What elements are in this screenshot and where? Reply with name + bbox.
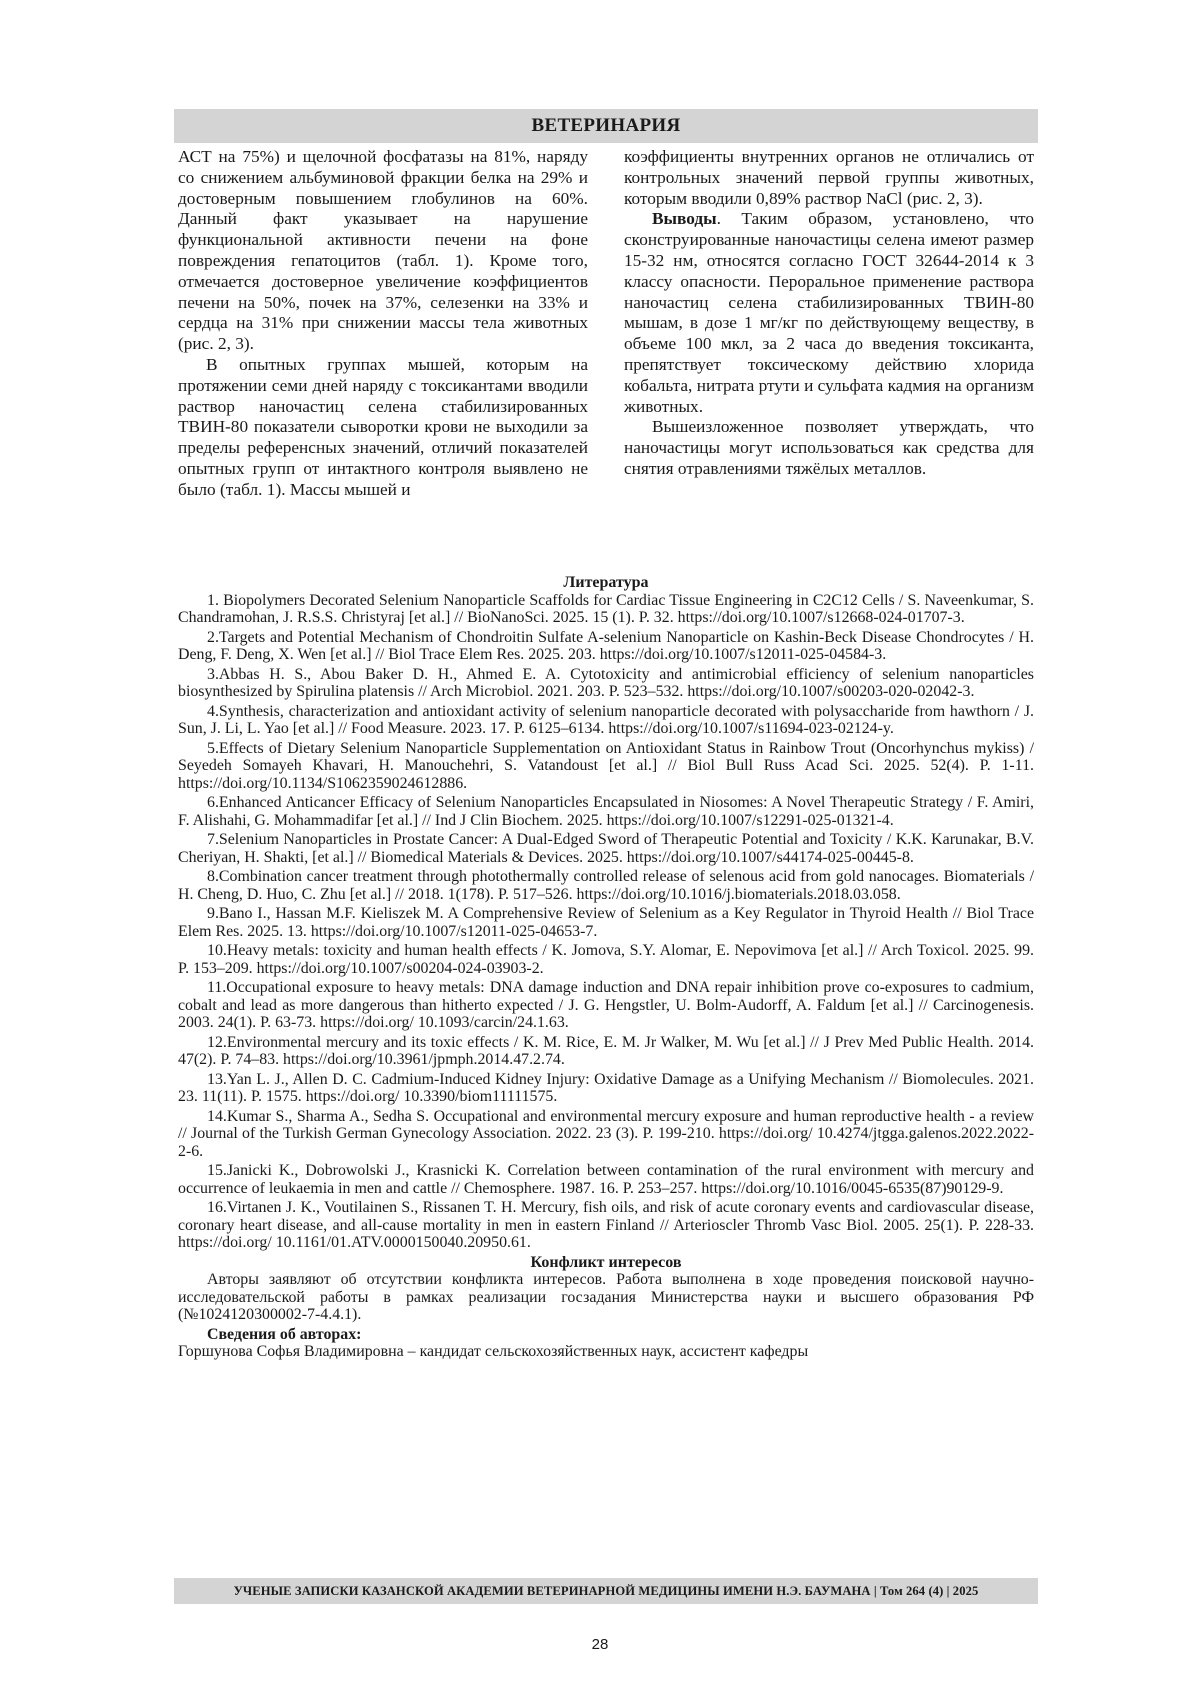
reference-item: 1. Biopolymers Decorated Selenium Nanoparticle Scaffolds for Cardiac Tissue Engineering in C2C12 Cells / S. Naveenkumar, S. Chandramohan, J. R.S.S. Christyraj [et al.] // BioNanoSci. 2025. 15 (1). P. 32. https://doi.org/10.1007/s12668-024-01707-3. — [178, 591, 1034, 626]
reference-item: 4.Synthesis, characterization and antioxidant activity of selenium nanoparticle decorated with polysaccharide from hawthorn / J. Sun, J. Li, L. Yao [et al.] // Food Measure. 2023. 17. P. 6125–6134. https://doi.org/10.1007/s11694-023-02124-y. — [178, 702, 1034, 737]
reference-item: 11.Occupational exposure to heavy metals: DNA damage induction and DNA repair inhibition prove co-exposures to cadmium, cobalt and lead as more dangerous than hitherto expected / J. G. Hengstler, U. Bolm-Audorff, A. Faldum [et al.] // Carcinogenesis. 2003. 24(1). P. 63-73. https://doi.org/ 10.1093/carcin/24.1.63. — [178, 979, 1034, 1031]
literature-section — [178, 574, 1034, 1361]
conclusions-paragraph — [624, 209, 1034, 417]
reference-item: 10.Heavy metals: toxicity and human health effects / K. Jomova, S.Y. Alomar, E. Nepovimova [et al.] // Arch Toxicol. 2025. 99. P. 153–209. https://doi.org/10.1007/s00204-024-03903-2. — [178, 942, 1034, 977]
reference-item: 13.Yan L. J., Allen D. C. Cadmium-Induced Kidney Injury: Oxidative Damage as a Unifying Mechanism // Biomolecules. 2021. 23. 11(11). P. 1575. https://doi.org/ 10.3390/biom11111575. — [178, 1070, 1034, 1105]
authors-title: Сведения об авторах: — [207, 1325, 362, 1343]
reference-item: 16.Virtanen J. K., Voutilainen S., Rissanen T. H. Mercury, fish oils, and risk of acute coronary events and cardiovascular disease, coronary heart disease, and all-cause mortality in men in eastern Finland // Arterioscler Thromb Vasc Biol. 2005. 25(1). P. 228-33. https://doi.org/ 10.1161/01.ATV.0000150040.20950.61. — [178, 1199, 1034, 1251]
reference-item: 3.Abbas H. S., Abou Baker D. H., Ahmed E. A. Cytotoxicity and antimicrobial efficiency of selenium nanoparticles biosynthesized by Spirulina platensis // Arch Microbiol. 2021. 203. P. 523–532. https://doi.org/10.1007/s00203-020-02042-3. — [178, 665, 1034, 700]
reference-item: 2.Targets and Potential Mechanism of Chondroitin Sulfate A-selenium Nanoparticle on Kashin-Beck Disease Chondrocytes / H. Deng, F. Deng, X. Wen [et al.] // Biol Trace Elem Res. 2025. 203. https://doi.org/10.1007/s12011-025-04584-3. — [178, 628, 1034, 663]
reference-item: 6.Enhanced Anticancer Efficacy of Selenium Nanoparticles Encapsulated in Niosomes: A Novel Therapeutic Strategy / F. Amiri, F. Alishahi, G. Mohammadifar [et al.] // Ind J Clin Biochem. 2025. https://doi.org/10.1007/s12291-025-01321-4. — [178, 794, 1034, 829]
page-number: 28 — [591, 1636, 609, 1653]
conclusions-label: Выводы — [652, 209, 717, 229]
authors-text: Горшунова Софья Владимировна – кандидат сельскохозяйственных наук, ассистент кафедры — [178, 1343, 809, 1360]
reference-item: 9.Bano I., Hassan M.F. Kieliszek M. A Comprehensive Review of Selenium as a Key Regulator in Thyroid Health // Biol Trace Elem Res. 2025. 13. https://doi.org/10.1007/s12011-025-04653-7. — [178, 905, 1034, 940]
reference-item: 7.Selenium Nanoparticles in Prostate Cancer: A Dual-Edged Sword of Therapeutic Potential and Toxicity / K.K. Karunakar, B.V. Cheriyan, H. Shakti, [et al.] // Biomedical Materials & Devices. 2025. https://doi.org/10.1007/s44174-025-00445-8. — [178, 831, 1034, 866]
left-column — [178, 147, 588, 501]
right-column — [624, 147, 1034, 480]
reference-item: 14.Kumar S., Sharma A., Sedha S. Occupational and environmental mercury exposure and human reproductive health - a review // Journal of the Turkish German Gynecology Association. 2022. 23 (3). P. 199-210. https://doi.org/ 10.4274/jtgga.galenos.2022.2022-2-6. — [178, 1107, 1034, 1160]
conclusions-text: . Таким образом, установлено, что сконструированные наночастицы селена имеют размер 15-32 нм, относятся согласно ГОСТ 32644-2014 к 3 классу опасности. Пероральное применение раствора наночастиц селена стабилизированных ТВИН-80 мышам, в дозе 1 мг/кг по действующему веществу, в объеме 100 мкл, за 2 часа до введения токсиканта, препятствует токсическому действию хлорида кобальта, нитрата ртути и сульфата кадмия на организм животных. — [624, 209, 1034, 416]
final-paragraph: Вышеизложенное позволяет утверждать, что наночастицы могут использоваться как средства для снятия отравлениями тяжёлых металлов. — [624, 417, 1034, 478]
left-paragraph-2: В опытных группах мышей, которым на протяжении семи дней наряду с токсикантами вводили раствор наночастиц селена стабилизированных ТВИН-80 показатели сыворотки крови не выходили за пределы референсных значений, отличий показателей опытных групп от интактного контроля выявлено не было (табл. 1). Массы мышей и — [178, 354, 588, 499]
journal-footer: УЧЕНЫЕ ЗАПИСКИ КАЗАНСКОЙ АКАДЕМИИ ВЕТЕРИНАРНОЙ МЕДИЦИНЫ ИМЕНИ Н.Э. БАУМАНА | Том 264 (4) | 2025 — [174, 1578, 1038, 1604]
reference-item: 8.Combination cancer treatment through photothermally controlled release of selenous acid from gold nanocages. Biomaterials / H. Cheng, D. Huo, C. Zhu [et al.] // 2018. 1(178). P. 517–526. https://doi.org/10.1016/j.biomaterials.2018.03.058. — [178, 868, 1034, 903]
reference-item: 15.Janicki K., Dobrowolski J., Krasnicki K. Correlation between contamination of the rural environment with mercury and occurrence of leukaemia in men and cattle // Chemosphere. 1987. 16. P. 253–257. https://doi.org/10.1016/0045-6535(87)90129-9. — [178, 1162, 1034, 1197]
right-paragraph-continuation: коэффициенты внутренних органов не отличались от контрольных значений первой группы животных, которым вводили 0,89% раствор NaCl (рис. 2, 3). — [624, 147, 1034, 208]
left-paragraph-1: АСТ на 75%) и щелочной фосфатазы на 81%, наряду со снижением альбуминовой фракции белка на 29% и достоверным повышением глобулинов на 60%. Данный факт указывает на нарушение функциональной активности печени на фоне повреждения гепатоцитов (табл. 1). Кроме того, отмечается достоверное увеличение коэффициентов печени на 50%, почек на 37%, селезенки на 33% и сердца на 31% при снижении массы тела животных (рис. 2, 3). — [178, 147, 588, 354]
literature-title: Литература — [563, 574, 649, 591]
conflict-title: Конфликт интересов — [530, 1253, 682, 1271]
section-header: ВЕТЕРИНАРИЯ — [174, 109, 1038, 143]
conflict-text: Авторы заявляют об отсутствии конфликта интересов. Работа выполнена в ходе проведения поисковой научно-исследовательской работы в рамках реализации госзадания Министерства науки и высшего образования РФ (№1024120300002-7-4.4.1). — [178, 1271, 1034, 1323]
reference-item: 12.Environmental mercury and its toxic effects / K. M. Rice, E. M. Jr Walker, M. Wu [et al.] // J Prev Med Public Health. 2014. 47(2). P. 74–83. https://doi.org/10.3961/jpmph.2014.47.2.74. — [178, 1033, 1034, 1068]
reference-item: 5.Effects of Dietary Selenium Nanoparticle Supplementation on Antioxidant Status in Rainbow Trout (Oncorhynchus mykiss) / Seyedeh Somayeh Khavari, H. Manouchehri, S. Vatandoust [et al.] // Biol Bull Russ Acad Sci. 2025. 52(4). P. 1-11. https://doi.org/10.1134/S1062359024612886. — [178, 739, 1034, 792]
